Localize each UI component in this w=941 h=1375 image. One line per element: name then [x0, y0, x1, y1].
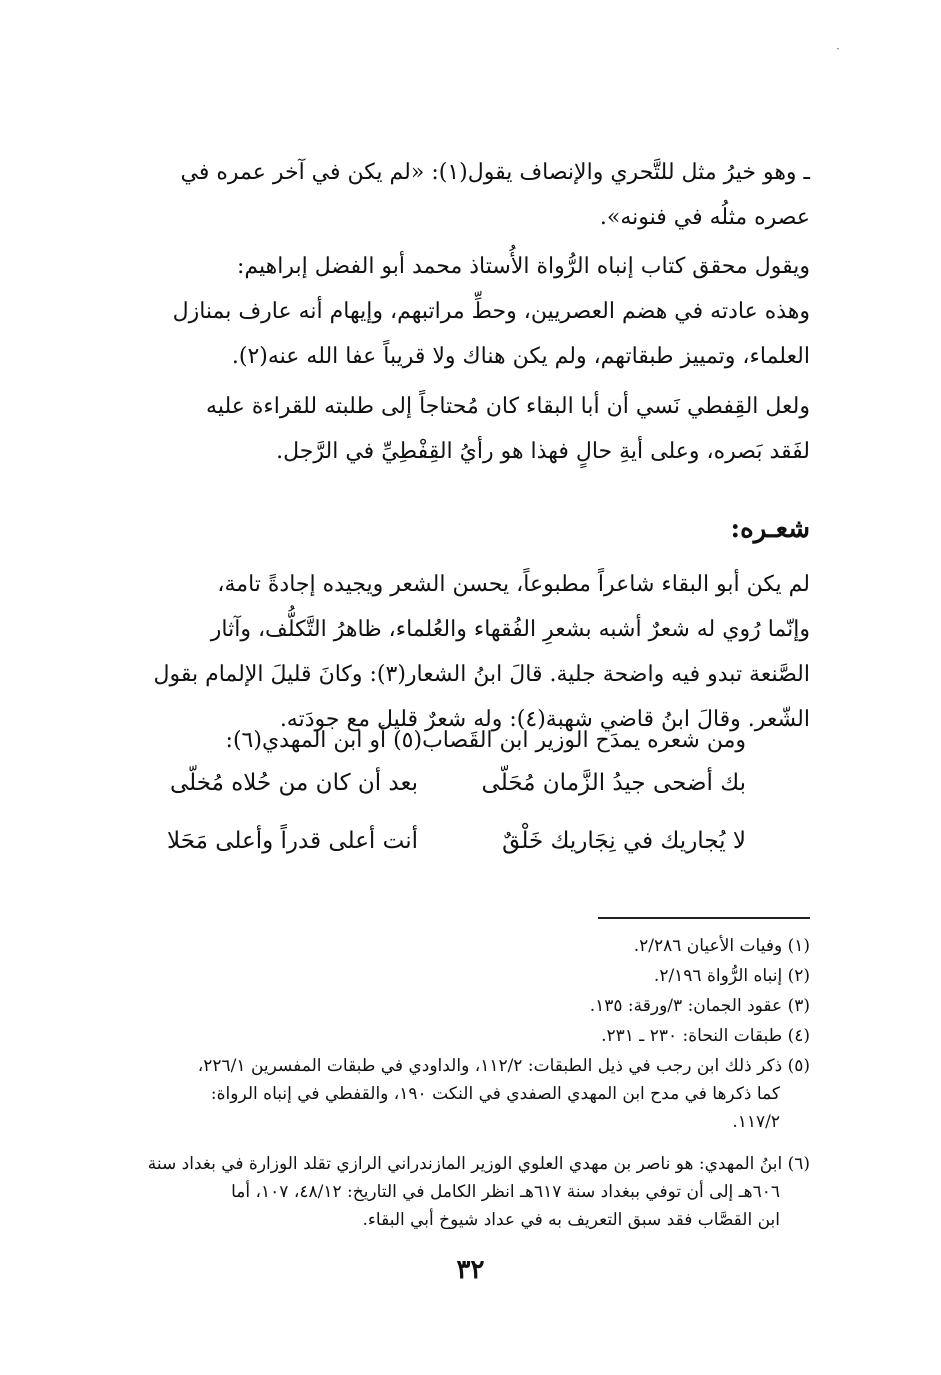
footnote-line: (٢) إنباه الرُّواة ٢/١٩٦. [653, 966, 810, 986]
footnote-separator [598, 917, 810, 919]
paragraph-1 [118, 150, 810, 240]
paragraph-line: ويقول محقق كتاب إنباه الرُّواة الأُستاذ محمد أبو الفضل إبراهيم: [236, 254, 810, 279]
verse-1-second-hemistich: بعد أن كان من حُلاه مُخلّى [169, 770, 418, 796]
footnote-line: (٥) ذكر ذلك ابن رجب في ذيل الطبقات: ١١٢/٢، والداودي في طبقات المفسرين ٢٢٦/١، [197, 1056, 810, 1076]
footnote-line: كما ذكرها في مدح ابن المهدي الصفدي في النكت ١٩٠، والقفطي في إنباه الرواة: [210, 1084, 780, 1104]
paragraph-3 [118, 384, 810, 474]
footnote-line: (٣) عقود الجمان: ٣/ورقة: ١٣٥. [589, 996, 810, 1016]
page-number: ٣٢ [456, 1255, 485, 1285]
footnote-6 [118, 1150, 810, 1234]
paragraph-line: عصره مثلُه في فنونه». [599, 205, 810, 230]
paragraph-line: الشّعر. وقالَ ابنُ قاضي شهبة(٤): وله شعرٌ قليل مع جودَته. [279, 707, 810, 732]
paragraph-line: الصَّنعة تبدو فيه واضحة جلية. قالَ ابنُ الشعار(٣): وكانَ قليلَ الإلمام بقول [153, 662, 810, 687]
verse-2-second-hemistich: أنت أعلى قدراً وأعلى مَحَلا [167, 828, 418, 854]
verse-1-first-hemistich: بك أضحى جيدُ الزَّمان مُحَلّى [481, 770, 746, 796]
paragraph-4 [118, 562, 810, 742]
footnote-2 [118, 962, 810, 990]
paragraph-line: وهذه عادته في هضم العصريين، وحطِّ مراتبهم، وإيهام أنه عارف بمنازل [172, 299, 810, 324]
footnote-line: ابن القصَّاب فقد سبق التعريف به في عداد شيوخ أبي البقاء. [362, 1210, 780, 1230]
verse-2-first-hemistich: لا يُجاريك في نِجَاريك خَلْقٌ [502, 828, 746, 854]
footnote-4 [118, 1022, 810, 1050]
paragraph-line: العلماء، وتمييز طبقاتهم، ولم يكن هناك ولا قريباً عفا الله عنه(٢). [231, 344, 810, 369]
paragraph-line: وإنّما رُوي له شعرٌ أشبه بشعرِ الفُقهاء والعُلماء، ظاهرُ التَّكلُّف، وآثار [210, 617, 810, 642]
footnote-1 [118, 932, 810, 960]
section-heading: شعـره: [730, 514, 810, 544]
paragraph-line: ـ وهو خيرُ مثل للتَّحري والإنصاف يقول(١): «لم يكن في آخر عمره في [180, 160, 810, 185]
paragraph-2 [118, 244, 810, 379]
footnote-3 [118, 992, 810, 1020]
footnote-line: (٤) طبقات النحاة: ٢٣٠ ـ ٢٣١. [601, 1026, 810, 1046]
paragraph-line: ولعل القِفطي نَسي أن أبا البقاء كان مُحتاجاً إلى طلبته للقراءة عليه [206, 394, 810, 419]
footnote-5 [118, 1052, 810, 1136]
corner-mark: · [836, 42, 840, 56]
paragraph-line: لم يكن أبو البقاء شاعراً مطبوعاً، يحسن الشعر ويجيده إجادةً تامة، [217, 572, 810, 597]
footnote-line: ١١٧/٢. [732, 1112, 780, 1132]
footnote-line: (١) وفيات الأعيان ٢/٢٨٦. [633, 936, 810, 956]
paragraph-line: لفَقد بَصره، وعلى أيةِ حالٍ فهذا هو رأيُ القِفْطِيِّ في الرَّجل. [276, 439, 810, 464]
verse-intro: ومن شعره يمدَح الوزير ابن القَصاب(٥) أو ابن المهدي(٦): [225, 728, 746, 753]
footnote-line: ٦٠٦هـ إلى أن توفي ببغداد سنة ٦١٧هـ انظر الكامل في التاريخ: ٤٨/١٢، ١٠٧، أما [231, 1182, 780, 1202]
footnote-line: (٦) ابنُ المهدي: هو ناصر بن مهدي العلوي الوزير المازندراني الرازي تقلد الوزارة في بغداد سنة [147, 1154, 810, 1174]
